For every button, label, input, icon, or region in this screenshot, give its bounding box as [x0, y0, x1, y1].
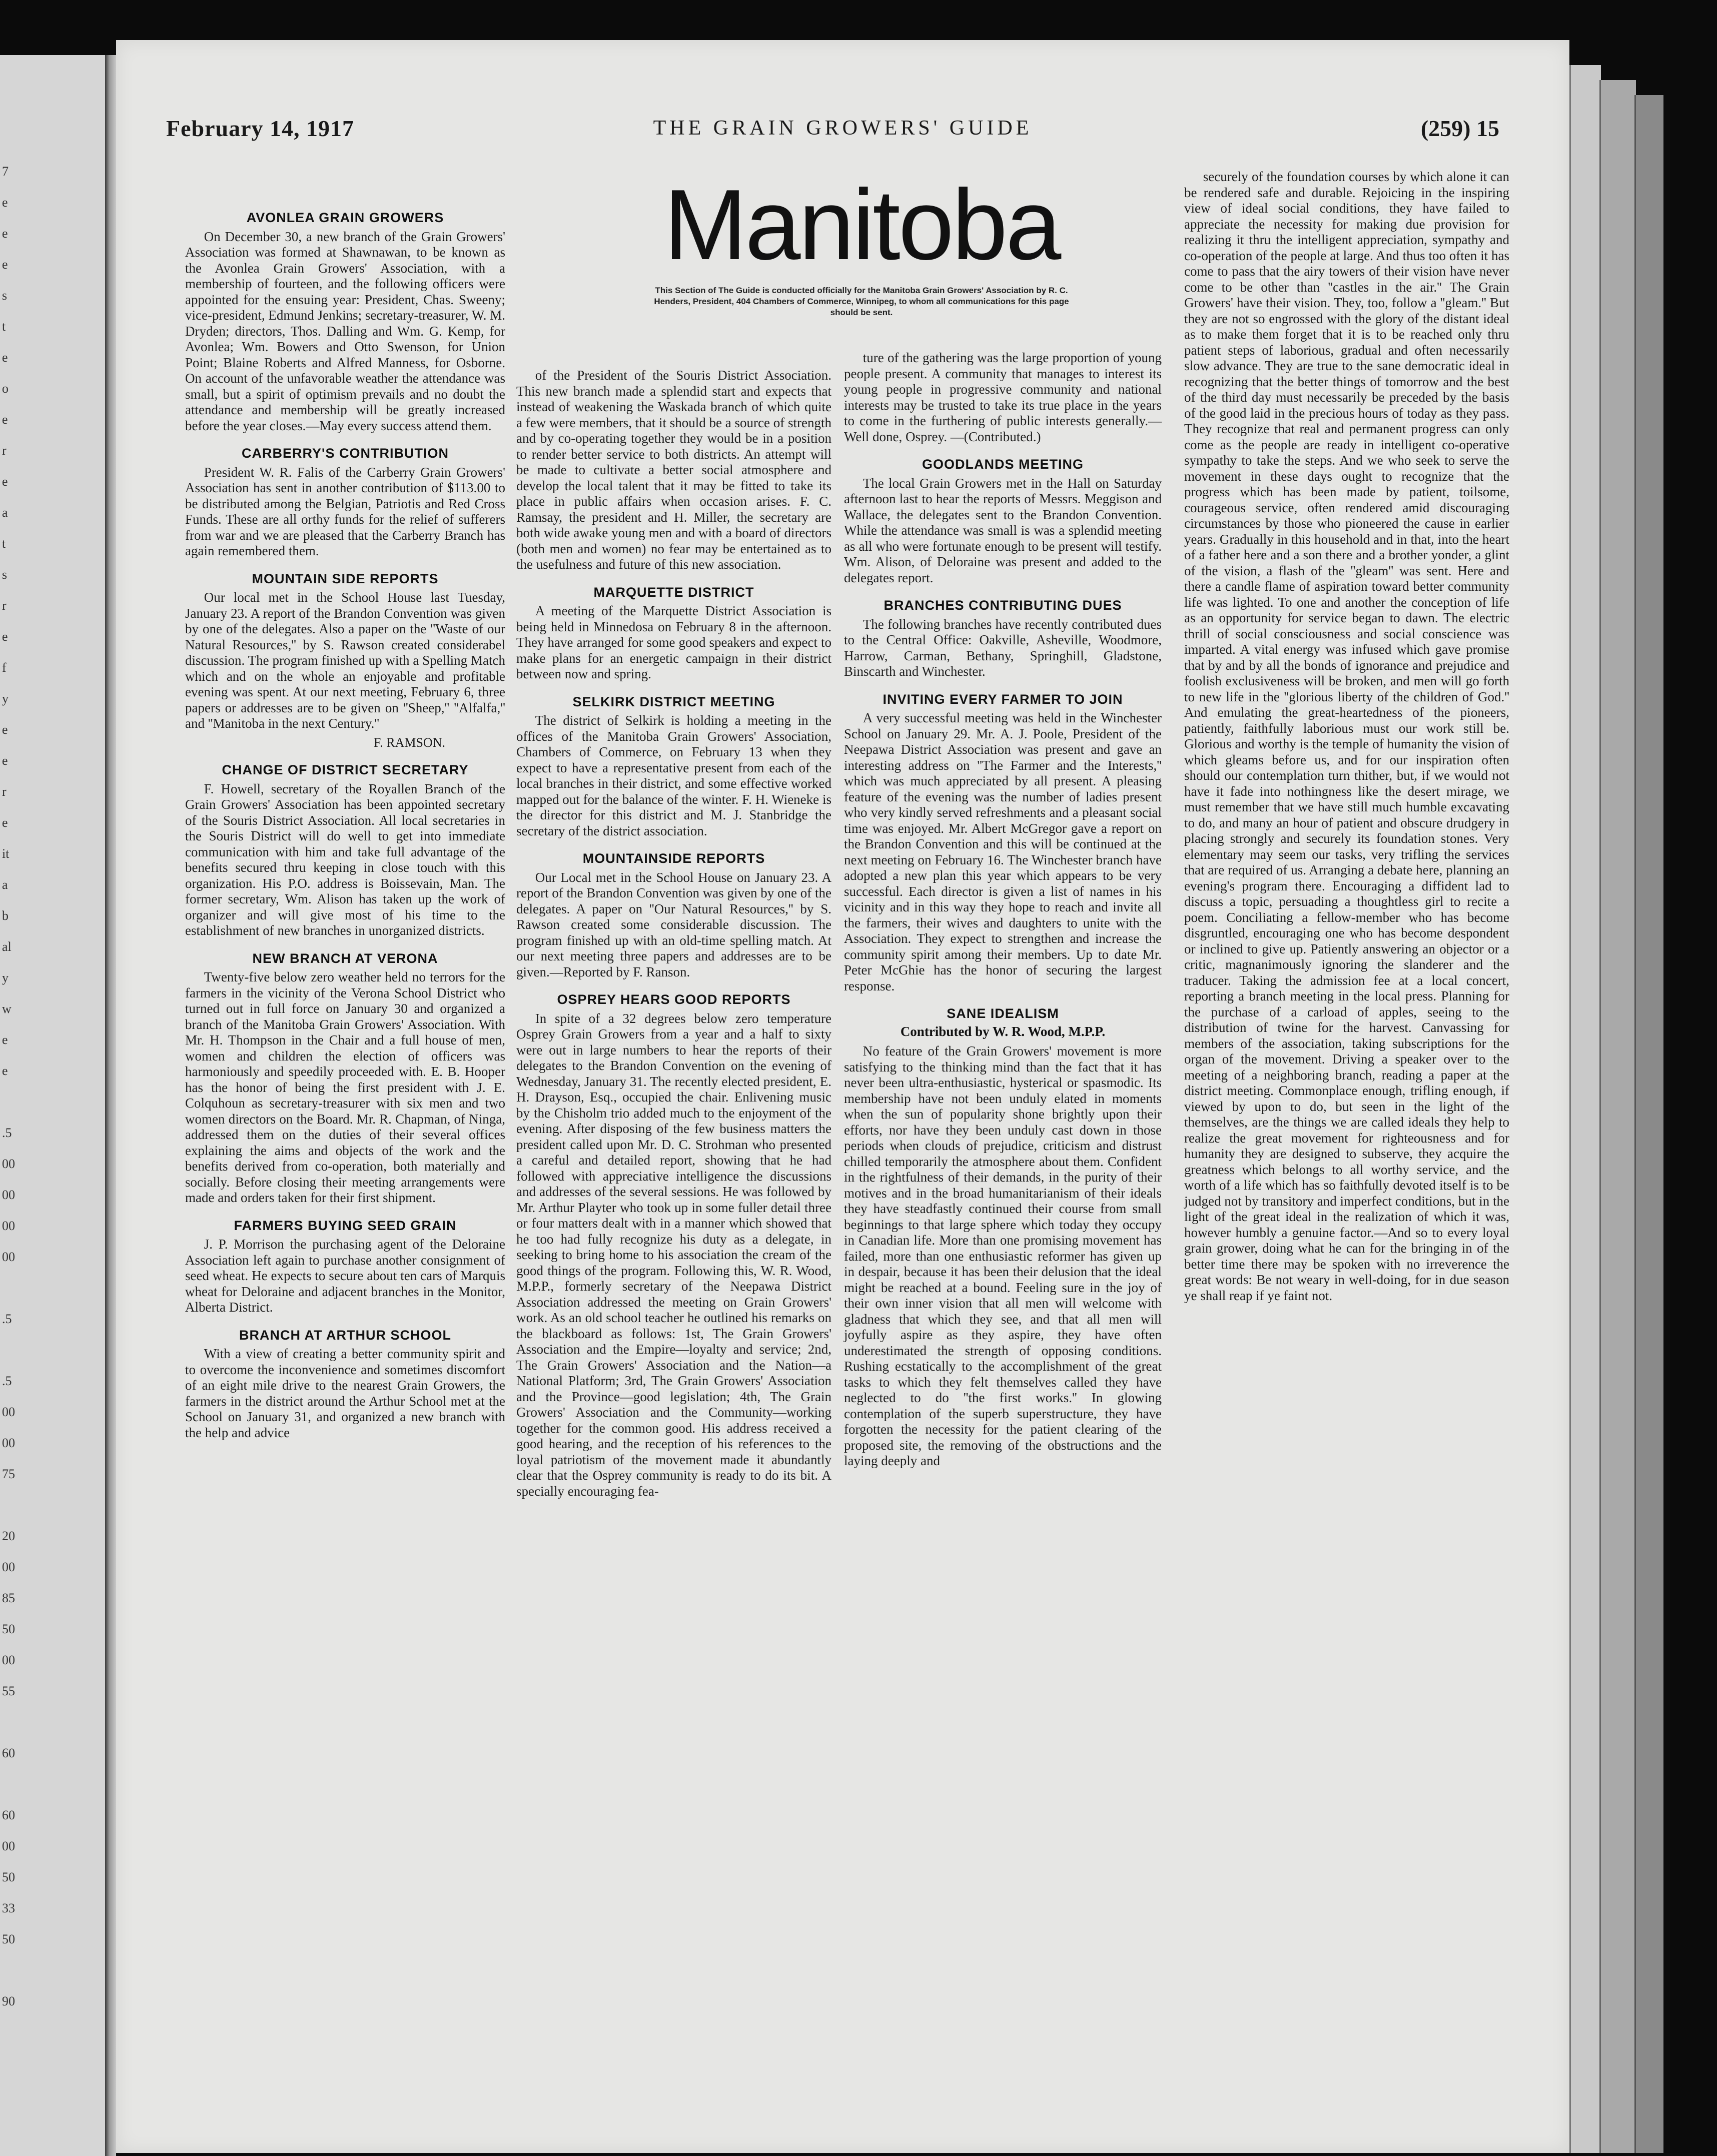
left-page-fragment: r — [2, 784, 7, 799]
article — [516, 992, 831, 1499]
left-page-fragment: e — [2, 629, 8, 644]
article — [185, 762, 505, 939]
article-heading: GOODLANDS MEETING — [922, 457, 1084, 472]
article-body: Our Local met in the School House on January 23. A report of the Brandon Convention was given by one of the delegates. A paper on ''Our Natural Resources,'' by S. Rawson created some considerable discussion. The program finished up with an old-time spelling match. At our next meeting three papers and addresses are to be given.—Reported by F. Ranson. — [516, 869, 831, 979]
page-edge — [1569, 65, 1601, 2153]
column-4 — [1184, 169, 1509, 1316]
left-page-fragment: 33 — [2, 1901, 15, 1915]
left-page-fragment: s — [2, 288, 8, 303]
article-body: Twenty-five below zero weather held no terrors for the farmers in the vicinity of the Verona School District who turned out in full force on January 30 and organized a branch of the Manitoba Grain Growers' Association. With Mr. H. Thompson in the Chair and a full house of men, women and children the election of officers was harmoniously and speedily proceeded with. E. B. Hooper has the honor of being the first president with J. E. Colquhoun as secretary-treasurer with six men and two women directors on the Board. Mr. R. Chapman, of Ninga, addressed them on the duties of their several offices explaining the aims and objects of the work and the benefits derived from co-operation, both materially and socially. Before closing their meeting arrangements were made and orders taken for their first shipment. — [185, 969, 505, 1205]
left-page-fragment: y — [2, 691, 9, 706]
page-edge — [1634, 95, 1663, 2153]
left-page-fragment: 00 — [2, 1157, 15, 1171]
left-page-fragment: 00 — [2, 1250, 15, 1264]
article-heading: CHANGE OF DISTRICT SECRETARY — [222, 762, 469, 777]
left-page-fragment: 60 — [2, 1808, 15, 1822]
left-page-fragment: e — [2, 753, 8, 768]
article-heading: MOUNTAINSIDE REPORTS — [582, 851, 765, 866]
article-heading: SANE IDEALISM — [947, 1006, 1059, 1021]
left-page-fragment: 50 — [2, 1870, 15, 1884]
paper-title: THE GRAIN GROWERS' GUIDE — [653, 117, 1033, 140]
left-page-fragment: al — [2, 939, 12, 954]
newspaper-page — [116, 40, 1569, 2153]
left-page-fragment: o — [2, 381, 9, 396]
article — [185, 1218, 505, 1316]
article-body: ture of the gathering was the large proportion of young people present. A community that manages to interest its young people in progressive community and national interests may be trusted to take its true place in the years to come in the furthering of public interests generally.—Well done, Osprey. —(Contributed.) — [844, 350, 1162, 444]
article-body: Our local met in the School House last Tuesday, January 23. A report of the Brandon Convention was given by one of the delegates. Also a paper on the ''Waste of our Natural Resources,'' by S. Rawson created considerabel discussion. The program finished up with a Spelling Match which and on the whole an enjoyable and profitable evening was spent. At our next meeting, February 6, three papers or addresses are to be given on ''Sheep,'' ''Alfalfa,'' and ''Manitoba in the next Century.'' — [185, 590, 505, 731]
article — [185, 210, 505, 434]
left-page-fragment: 00 — [2, 1219, 15, 1233]
article-heading: CARBERRY'S CONTRIBUTION — [242, 446, 449, 461]
left-page-fragment: a — [2, 505, 8, 520]
left-page-fragment: e — [2, 257, 8, 272]
left-page-fragment: 90 — [2, 1994, 15, 2008]
left-page-fragment: r — [2, 443, 7, 458]
left-page-fragment: e — [2, 412, 8, 427]
article-body: No feature of the Grain Growers' movement is more satisfying to the thinking mind than the fact that it has never been ultra-enthusiastic, hysterical or spasmodic. Its membership have not been unduly elated in moments when the sun of popularity shone brightly upon their efforts, nor have they been unduly cast down in those periods when clouds of prejudice, criticism and distrust chilled temporarily the atmosphere about them. Confident in the rightfulness of their demands, in the purity of their motives and in the broad humanitarianism of their ideals they have steadfastly continued their course from small beginnings to that large sphere which today they occupy in Canadian life. More than one promising movement has failed, more than one enthusiastic reformer has given up in despair, because it has been their delusion that the ideal might be reached at a bound. Feeling sure in the joy of their own inner vision that all men will welcome with gladness that which they see, and that all men will joyfully aspire as they aspire, they have often underestimated the strength of opposing conditions. Rushing ecstatically to the accomplishment of the great tasks to which they felt themselves called they have neglected to do ''the first works.'' In glowing contemplation of the superb superstructure, they have forgotten the necessity for the patient clearing of the proposed site, the removing of the obstructions and the laying deeply and — [844, 1043, 1162, 1468]
column-1 — [185, 210, 505, 1453]
left-page-fragment: 50 — [2, 1622, 15, 1636]
article — [844, 692, 1162, 994]
book-gutter — [105, 55, 116, 2156]
article-body: In spite of a 32 degrees below zero temperature Osprey Grain Growers from a year and a half to sixty were out in large numbers to hear the reports of their delegates to the Brandon Convention on the evening of Wednesday, January 31. The recently elected president, E. H. Drayson, Esq., occupied the chair. Enlivening music by the Chisholm trio added much to the enjoyment of the evening. After disposing of the few business matters the president called upon Mr. D. C. Strohman who presented a careful and detailed report, showing that he had followed with appreciative intelligence the discussions and addresses of the several sessions. He was followed by Mr. Arthur Playter who took up in some fuller detail three or four matters dealt with in a manner which showed that he too had fully recognize his duty as a delegate, in seeking to bring home to his association the cream of the good things of the program. Following this, W. R. Wood, M.P.P., formerly secretary of the Neepawa District Association addressed the meeting on Grain Growers' work. As an old school teacher he outlined his remarks on the blackboard as follows: 1st, The Grain Growers' Association and the Empire—loyalty and service; 2nd, The Grain Growers' Association and the Nation—a National Platform; 3rd, The Grain Growers' Association and the Province—good legislation; 4th, The Grain Growers' Association and the Community—working together for the common good. His address received a good hearing, and the reception of his references to the loyal patriotism of the movement made it abundantly clear that the Osprey community is ready to do its bit. A specially encouraging fea- — [516, 1010, 831, 1499]
article — [185, 571, 505, 751]
left-page-fragment: e — [2, 722, 8, 737]
left-page-fragment: e — [2, 226, 8, 241]
left-page-fragment: it — [2, 846, 10, 861]
left-page-fragment: w — [2, 1001, 12, 1016]
left-page-fragment: 7 — [2, 164, 9, 179]
article-heading: OSPREY HEARS GOOD REPORTS — [557, 992, 791, 1007]
left-page-fragment: 20 — [2, 1529, 15, 1543]
left-page-fragment: b — [2, 908, 9, 923]
article-heading: MOUNTAIN SIDE REPORTS — [252, 571, 439, 586]
section-title: Manitoba — [663, 169, 1060, 281]
left-page-fragment: .5 — [2, 1126, 12, 1140]
left-page-fragment: t — [2, 536, 6, 551]
article-body: On December 30, a new branch of the Grain Growers' Association was formed at Shawnawan, to be known as the Avonlea Grain Growers' Association, with a membership of fourteen, and the following officers were appointed for the ensuing year: President, Chas. Sweeny; vice-president, Edmund Jenkins; secretary-treasurer, W. M. Dryden; directors, Thos. Dalling and Wm. G. Kemp, for Avonlea; Wm. Bowers and Otto Swenson, for Union Point; Blaine Roberts and Alfred Manness, for Osborne. On account of the unfavorable weather the attendance was small, but a spirit of optimism prevails and no doubt the attendance and membership will be greatly increased before the year closes.—May every success attend them. — [185, 229, 505, 433]
article — [844, 1006, 1162, 1469]
left-page-fragment: 00 — [2, 1405, 15, 1419]
section-note: This Section of The Guide is conducted officially for the Manitoba Grain Growers' Association by R. C. Henders, President, 404 Chambers of Commerce, Winnipeg, to whom all communications for this page should be sent. — [654, 286, 1069, 317]
left-page-fragment: .5 — [2, 1374, 12, 1388]
article-byline: Contributed by W. R. Wood, M.P.P. — [900, 1023, 1106, 1039]
left-page-fragment: t — [2, 319, 6, 334]
left-page-fragment: 00 — [2, 1436, 15, 1450]
page-number: (259) 15 — [1420, 116, 1499, 141]
left-page-margin — [0, 55, 107, 2156]
article — [516, 368, 831, 573]
article-heading: AVONLEA GRAIN GROWERS — [246, 210, 444, 225]
article — [1184, 169, 1509, 1304]
left-page-fragment: 00 — [2, 1560, 15, 1574]
article — [185, 446, 505, 559]
left-page-fragment: e — [2, 350, 8, 365]
article — [844, 598, 1162, 680]
article-heading: MARQUETTE DISTRICT — [593, 584, 754, 600]
left-page-fragment: e — [2, 474, 8, 489]
article-body: The local Grain Growers met in the Hall on Saturday afternoon last to hear the reports of Messrs. Meggison and Wallace, the delegates sent to the Brandon Convention. While the attendance was small is was a splendid meeting as all who were fortunate enough to be present will testify. Wm. Alison, of Deloraine was present and added to the delegates report. — [844, 475, 1162, 585]
article — [516, 694, 831, 839]
left-page-fragment: r — [2, 598, 7, 613]
left-page-fragment: .5 — [2, 1312, 12, 1326]
article-body: With a view of creating a better community spirit and to overcome the inconvenience and sometimes discomfort of an eight mile drive to the nearest Grain Growers, the farmers in the district around the Arthur School met at the School on January 31, and organized a new branch with the help and advice — [185, 1346, 505, 1440]
left-page-fragment: f — [2, 660, 7, 675]
left-page-fragment: e — [2, 1063, 8, 1078]
article — [185, 1328, 505, 1441]
article-body: securely of the foundation courses by which alone it can be rendered safe and durable. Rejoicing in the inspiring view of ideal social conditions, they have failed to appreciate the necessity for making due provision for realizing it thru the intelligent appreciation, sympathy and co-operation of the people at large. And thus too often it has come to pass that the airy towers of their vision have never come to be other than ''castles in the air.'' The Grain Growers' have their vision. They, too, follow a ''gleam.'' But they are not so engrossed with the glory of the distant ideal as to make them forget that it is to be reached only thru patient steps of laborious, gradual and often necessarily slow advance. They are true to the sane democratic ideal in recognizing that the better things of tomorrow and the best of the third day must necessarily be preceded by the basis of the good laid in the precious hours of today as they pass. They recognize that real and permanent progress can only come as the people are ready in intelligent co-operative sympathy to take the steps. And we who seek to serve the movement in these days ought to recognize that the progress which has been made by patient, toilsome, courageous service, often rendered amid discouraging circumstances by those who pioneered the cause in earlier years. Gradually in this household and in that, into the heart of a father here and a son there and a brother yonder, a glint of the vision, a flash of the ''gleam'' was sent. Here and there a candle flame of aspiration toward better community life was lighted. To one and another the conception of life as an opportunity for service began to dawn. The electric thrill of social consciousness and social conscience was imparted. A vital energy was infused which gave promise that by and by all the bonds of ignorance and prejudice and foolish exclusiveness will be broken, and men will go forth to new life in the ''glorious liberty of the children of God.'' And emulating the great-heartedness of the pioneers, patiently, faithfully laborious must our work still be. Glorious and worthy is the temple of humanity the vision of which gleams before us, and for our inspiration often should our contemplation turn thither, but, if we would not have it fade into nothingness like the desert mirage, we must remember that we have still much humble excavating to do, and many an hour of patient and obscure drudgery in placing strongly and securely its foundation stones. Very elementary may seem our tasks, very trifling the services that are required of us. Arranging a debate here, planning an evening's program there. Encouraging a diffident lad to discuss a topic, persuading a thoughtless girl to recite a poem. Conciliating a fellow-member who has become disgruntled, encouraging one who has become despondent or inclined to give up. Patiently answering an objector or a critic, magnanimously ignoring the slanderer and the traducer. Taking the admission fee at a local concert, reporting a branch meeting in the local press. Planning for the purchase of a carload of apples, seeing to the distribution of twine for the harvest. Canvassing for members of the association, taking subscriptions for the organ of the movement. Driving a speaker over to the meeting of a neighboring branch, reading a paper at the district meeting. Commonplace enough, trifling enough, if viewed by upon to do, but seen in the light of the themselves, are the things we are called ideals they help to realize the great movement for righteousness and for humanity they are designed to subserve, they acquire the greatness which belongs to all worthy service, and the worth of a life which has so faithfully devoted itself is to be judged not by transitory and imperfect conditions, but in the light of the great ideal in the realization of which it was, however humbly a genuine factor.—And so to every loyal grain grower, doing what he can for the bringing in of the better time there may be spoken with no irreverence the great words: Be not weary in well-doing, for in due season ye shall reap if ye faint not. — [1184, 169, 1509, 1303]
left-page-fragment: 85 — [2, 1591, 15, 1605]
article-heading: SELKIRK DISTRICT MEETING — [572, 694, 775, 709]
page-edge — [1599, 80, 1636, 2153]
left-page-fragment: 00 — [2, 1839, 15, 1853]
left-page-fragment: y — [2, 970, 9, 985]
article-heading: INVITING EVERY FARMER TO JOIN — [883, 691, 1123, 707]
article-heading: BRANCHES CONTRIBUTING DUES — [884, 598, 1122, 613]
issue-date: February 14, 1917 — [166, 116, 355, 141]
left-page-fragment: 60 — [2, 1746, 15, 1760]
article — [516, 851, 831, 980]
article — [844, 350, 1162, 445]
page-header — [116, 115, 1569, 145]
column-3 — [844, 350, 1162, 1481]
left-page-fragment: 00 — [2, 1188, 15, 1202]
column-2 — [516, 368, 831, 1511]
left-page-fragment: e — [2, 815, 8, 830]
left-page-fragment: a — [2, 877, 8, 892]
left-page-fragment: 00 — [2, 1653, 15, 1667]
article-body: A meeting of the Marquette District Association is being held in Minnedosa on February 8 in the afternoon. They have arranged for some good speakers and expect to make plans for an energetic campaign in their district between now and spring. — [516, 603, 831, 681]
left-page-fragment: 50 — [2, 1932, 15, 1946]
article-heading: FARMERS BUYING SEED GRAIN — [234, 1218, 457, 1233]
article — [185, 951, 505, 1206]
left-page-fragment: 55 — [2, 1684, 15, 1698]
article-signature: F. RAMSON. — [373, 735, 445, 750]
article-heading: NEW BRANCH AT VERONA — [252, 950, 438, 966]
article-body: A very successful meeting was held in the Winchester School on January 29. Mr. A. J. Poole, President of the Neepawa District Association was present and gave an interesting address on ''The Farmer and the Interests,'' which was much appreciated by all present. A pleasing feature of the evening was the number of ladies present who very kindly served refreshments and a pleasant social time was enjoyed. Mr. Albert McGregor gave a report on the Brandon Convention and this will be continued at the next meeting on February 16. The Winchester branch have adopted a new plan this year which appears to be very successful. Each director is given a list of names in his vicinity and in this way they hope to reach and invite all the farmers, their wives and daughters to unite with the Association. They expect to strengthen and increase the community spirit among their members. Up to date Mr. Peter McGhie has the honor of securing the largest response. — [844, 710, 1162, 993]
article — [516, 585, 831, 682]
article-body: The district of Selkirk is holding a meeting in the offices of the Manitoba Grain Growers' Association, Chambers of Commerce, on February 13 when they expect to have a representative present from each of the local branches in their district, and some effective worked mapped out for the balance of the winter. F. H. Wieneke is the director for this district and M. J. Stanbridge the secretary of the district association. — [516, 713, 831, 838]
left-page-fragment: 75 — [2, 1467, 15, 1481]
article-heading: BRANCH AT ARTHUR SCHOOL — [239, 1327, 451, 1343]
article-body: J. P. Morrison the purchasing agent of the Deloraine Association left again to purchase another consignment of seed wheat. He expects to secure about ten cars of Marquis wheat for Deloraine and adjacent branches in the Monitor, Alberta District. — [185, 1237, 505, 1315]
left-page-fragment: e — [2, 195, 8, 210]
article — [844, 457, 1162, 586]
article-body: F. Howell, secretary of the Royallen Branch of the Grain Growers' Association has been appointed secretary of the Souris District Association. All local secretaries in the Souris District will do well to get into immediate communication with him and take full advantage of the benefits secured thru keeping in close touch with this organization. His P.O. address is Boissevain, Man. The former secretary, Wm. Alison has taken up the work of organizer and will give most of his time to the establishment of new branches in unorganized districts. — [185, 781, 505, 938]
article-body: The following branches have recently contributed dues to the Central Office: Oakville, Asheville, Woodmore, Harrow, Carman, Bethany, Springhill, Gladstone, Binscarth and Winchester. — [844, 616, 1162, 679]
left-page-fragment: e — [2, 1032, 8, 1047]
section-masthead — [646, 169, 1077, 318]
article-body: President W. R. Falis of the Carberry Grain Growers' Association has sent in another contribution of $113.00 to be distributed among the Belgian, Patriotis and Red Cross Funds. These are all orthy funds for the relief of sufferers from war and we are pleased that the Carberry Branch has again remembered them. — [185, 464, 505, 558]
left-page-fragment: s — [2, 567, 8, 582]
article-body: of the President of the Souris District Association. This new branch made a splendid start and expects that instead of weakening the Waskada branch of which quite a few were members, that it should be a source of strength and by co-operating together they would be in a position to render better service to both districts. An attempt will be made to cultivate a better social atmosphere and develop the local talent that it may be fitted to take its place in public affairs when occasion arises. F. C. Ramsay, the president and H. Miller, the secretary are both wide awake young men and with a board of directors (both men and women) no fear may be entertained as to the usefulness and future of this new association. — [516, 368, 831, 572]
